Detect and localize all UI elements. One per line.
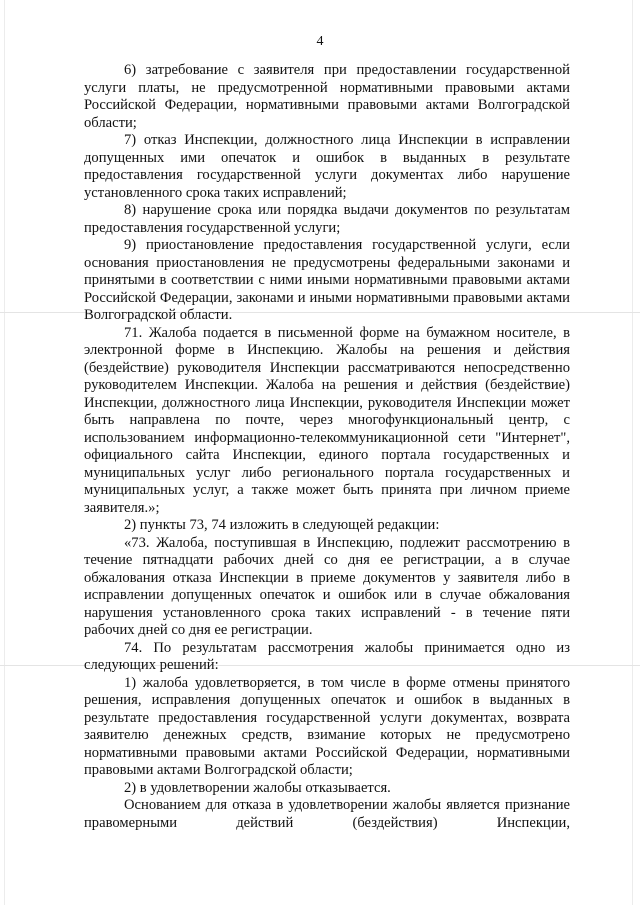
paragraph-item-7: 7) отказ Инспекции, должностного лица Инспекции в исправлении допущенных ими опечаток и ошибок в выданных в результате предоставления государственной услуги документах либо нарушение установленного срока таких исправлений;	[84, 132, 570, 201]
paragraph-grounds-refusal: Основанием для отказа в удовлетворении жалобы является признание правомерными действий (бездействия) Инспекции,	[84, 797, 570, 831]
paragraph-clause-71: 71. Жалоба подается в письменной форме на бумажном носителе, в электронной форме в Инспекцию. Жалобы на решения и действия (бездействие) руководителя Инспекции рассматриваются непосредственно руководителем Инспекции. Жалоба на решения и действия (бездействие) Инспекции, должностного лица Инспекции, руководителя Инспекции может быть направлена по почте, через многофункциональный центр, с использованием информационно-телекоммуникационной сети "Интернет", официального сайта Инспекции, единого портала государственных и муниципальных услуг либо регионального портала государственных и муниципальных услуг, а также может быть принята при личном приеме заявителя.»;	[84, 324, 570, 516]
paragraph-clause-73: «73. Жалоба, поступившая в Инспекцию, подлежит рассмотрению в течение пятнадцати рабочих дней со дня ее регистрации, а в случае обжалования отказа Инспекции в приеме документов у заявителя либо в исправлении допущенных опечаток и ошибок или в случае обжалования нарушения установленного срока таких исправлений - в течение пяти рабочих дней со дня ее регистрации.	[84, 534, 570, 638]
paragraph-decision-2: 2) в удовлетворении жалобы отказывается.	[124, 779, 391, 796]
scan-edge-left	[4, 0, 5, 905]
paragraph-item-6: 6) затребование с заявителя при предоставлении государственной услуги платы, не предусмотренной нормативными правовыми актами Российской Федерации, нормативными правовыми актами Волгоградской области;	[84, 62, 570, 131]
paragraph-decision-1: 1) жалоба удовлетворяется, в том числе в форме отмены принятого решения, исправления допущенных опечаток и ошибок в выданных в результате предоставления государственной услуги документах, возврата заявителю денежных средств, взимание которых не предусмотрено нормативными правовыми актами Российской Федерации, нормативными правовыми актами Волгоградской области;	[84, 674, 570, 778]
paragraph-clause-74: 74. По результатам рассмотрения жалобы принимается одно из следующих решений:	[84, 639, 570, 673]
page-number: 4	[316, 34, 324, 49]
paragraph-amendment-2: 2) пункты 73, 74 изложить в следующей редакции:	[124, 517, 440, 533]
paragraph-item-9: 9) приостановление предоставления государственной услуги, если основания приостановления не предусмотрены федеральными законами и принятыми в соответствии с ними иными нормативными правовыми актами Российской Федерации, законами и иными нормативными правовыми актами Волгоградской области.	[84, 237, 570, 323]
document-body	[84, 62, 570, 832]
scan-edge-right	[632, 0, 633, 905]
paragraph-item-8: 8) нарушение срока или порядка выдачи документов по результатам предоставления государственной услуги;	[84, 202, 570, 236]
